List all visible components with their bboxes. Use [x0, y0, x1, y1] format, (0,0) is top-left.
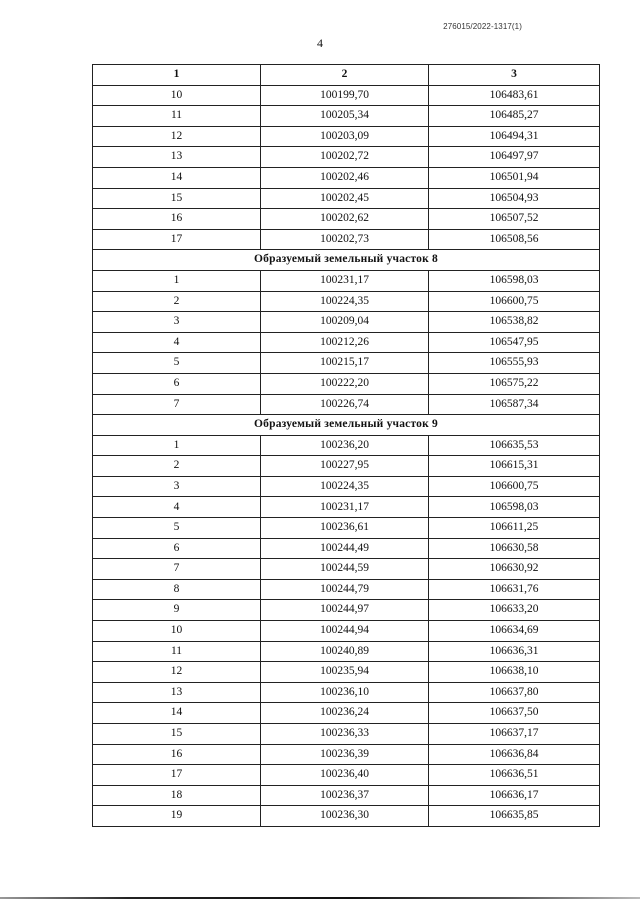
coordinate-x-cell: 100202,45	[261, 188, 429, 209]
coordinate-y-cell: 106630,92	[429, 559, 600, 580]
point-number-cell: 5	[93, 353, 261, 374]
coordinate-x-cell: 100244,49	[261, 538, 429, 559]
point-number-cell: 16	[93, 744, 261, 765]
coordinate-x-cell: 100244,79	[261, 579, 429, 600]
coordinate-y-cell: 106635,85	[429, 806, 600, 827]
point-number-cell: 15	[93, 724, 261, 745]
table-row	[93, 765, 600, 786]
section-title: Образуемый земельный участок 8	[93, 250, 600, 271]
point-number-cell: 10	[93, 85, 261, 106]
coordinate-x-cell: 100236,40	[261, 765, 429, 786]
coordinate-y-cell: 106615,31	[429, 456, 600, 477]
coordinate-y-cell: 106637,50	[429, 703, 600, 724]
section-title: Образуемый земельный участок 9	[93, 415, 600, 436]
coordinate-x-cell: 100236,37	[261, 785, 429, 806]
coordinate-y-cell: 106598,03	[429, 497, 600, 518]
coordinate-y-cell: 106611,25	[429, 518, 600, 539]
point-number-cell: 13	[93, 682, 261, 703]
coordinate-x-cell: 100209,04	[261, 312, 429, 333]
coordinate-y-cell: 106497,97	[429, 147, 600, 168]
coordinate-y-cell: 106638,10	[429, 662, 600, 683]
table-row	[93, 229, 600, 250]
coordinate-x-cell: 100244,97	[261, 600, 429, 621]
coordinate-x-cell: 100202,46	[261, 167, 429, 188]
table-row	[93, 126, 600, 147]
table-row	[93, 682, 600, 703]
coordinate-y-cell: 106587,34	[429, 394, 600, 415]
coordinate-x-cell: 100236,61	[261, 518, 429, 539]
point-number-cell: 8	[93, 579, 261, 600]
table-row	[93, 147, 600, 168]
point-number-cell: 9	[93, 600, 261, 621]
table-row	[93, 497, 600, 518]
point-number-cell: 19	[93, 806, 261, 827]
point-number-cell: 2	[93, 456, 261, 477]
coordinates-table	[92, 64, 600, 827]
table-row	[93, 312, 600, 333]
coordinate-x-cell: 100212,26	[261, 332, 429, 353]
table-row	[93, 394, 600, 415]
point-number-cell: 15	[93, 188, 261, 209]
table-header-row	[93, 65, 600, 86]
coordinate-y-cell: 106598,03	[429, 270, 600, 291]
coordinate-x-cell: 100231,17	[261, 270, 429, 291]
coordinate-x-cell: 100244,59	[261, 559, 429, 580]
point-number-cell: 4	[93, 497, 261, 518]
coordinate-x-cell: 100240,89	[261, 641, 429, 662]
point-number-cell: 17	[93, 765, 261, 786]
table-row	[93, 538, 600, 559]
scan-edge-line	[0, 897, 640, 899]
table-row	[93, 476, 600, 497]
point-number-cell: 7	[93, 394, 261, 415]
coordinate-x-cell: 100224,35	[261, 291, 429, 312]
coordinate-y-cell: 106507,52	[429, 209, 600, 230]
table-row	[93, 373, 600, 394]
coordinate-y-cell: 106538,82	[429, 312, 600, 333]
coordinate-y-cell: 106501,94	[429, 167, 600, 188]
coordinate-x-cell: 100202,72	[261, 147, 429, 168]
point-number-cell: 12	[93, 662, 261, 683]
point-number-cell: 10	[93, 621, 261, 642]
point-number-cell: 4	[93, 332, 261, 353]
point-number-cell: 11	[93, 641, 261, 662]
table-row	[93, 188, 600, 209]
coordinate-y-cell: 106547,95	[429, 332, 600, 353]
point-number-cell: 1	[93, 435, 261, 456]
table-row	[93, 744, 600, 765]
coordinate-y-cell: 106483,61	[429, 85, 600, 106]
table-row	[93, 559, 600, 580]
table-body	[93, 85, 600, 826]
point-number-cell: 2	[93, 291, 261, 312]
table-row	[93, 662, 600, 683]
point-number-cell: 3	[93, 312, 261, 333]
coordinate-y-cell: 106494,31	[429, 126, 600, 147]
point-number-cell: 13	[93, 147, 261, 168]
coordinate-y-cell: 106634,69	[429, 621, 600, 642]
column-header: 3	[429, 65, 600, 86]
coordinate-y-cell: 106600,75	[429, 291, 600, 312]
coordinate-x-cell: 100236,20	[261, 435, 429, 456]
coordinate-y-cell: 106630,58	[429, 538, 600, 559]
coordinate-y-cell: 106636,51	[429, 765, 600, 786]
table-row	[93, 703, 600, 724]
point-number-cell: 3	[93, 476, 261, 497]
point-number-cell: 16	[93, 209, 261, 230]
coordinate-y-cell: 106555,93	[429, 353, 600, 374]
coordinate-y-cell: 106636,17	[429, 785, 600, 806]
coordinate-y-cell: 106636,84	[429, 744, 600, 765]
coordinate-x-cell: 100202,73	[261, 229, 429, 250]
coordinate-x-cell: 100236,24	[261, 703, 429, 724]
point-number-cell: 6	[93, 538, 261, 559]
coordinate-x-cell: 100236,33	[261, 724, 429, 745]
coordinate-x-cell: 100224,35	[261, 476, 429, 497]
coordinate-y-cell: 106633,20	[429, 600, 600, 621]
table-row	[93, 621, 600, 642]
table-row	[93, 456, 600, 477]
table-row	[93, 332, 600, 353]
coordinate-x-cell: 100215,17	[261, 353, 429, 374]
table-row	[93, 724, 600, 745]
coordinate-x-cell: 100222,20	[261, 373, 429, 394]
table-row	[93, 518, 600, 539]
coordinate-y-cell: 106635,53	[429, 435, 600, 456]
table-row	[93, 167, 600, 188]
coordinate-y-cell: 106631,76	[429, 579, 600, 600]
coordinate-x-cell: 100202,62	[261, 209, 429, 230]
coordinate-x-cell: 100236,30	[261, 806, 429, 827]
table-row	[93, 85, 600, 106]
coordinate-x-cell: 100244,94	[261, 621, 429, 642]
table-row	[93, 291, 600, 312]
coordinate-y-cell: 106575,22	[429, 373, 600, 394]
point-number-cell: 7	[93, 559, 261, 580]
page-number: 4	[317, 36, 323, 50]
coordinate-y-cell: 106636,31	[429, 641, 600, 662]
coordinate-y-cell: 106508,56	[429, 229, 600, 250]
column-header: 1	[93, 65, 261, 86]
section-header-row	[93, 415, 600, 436]
coordinate-x-cell: 100231,17	[261, 497, 429, 518]
point-number-cell: 5	[93, 518, 261, 539]
point-number-cell: 11	[93, 106, 261, 127]
column-header: 2	[261, 65, 429, 86]
table-row	[93, 353, 600, 374]
coordinate-x-cell: 100235,94	[261, 662, 429, 683]
coordinate-x-cell: 100227,95	[261, 456, 429, 477]
table-row	[93, 600, 600, 621]
point-number-cell: 12	[93, 126, 261, 147]
section-header-row	[93, 250, 600, 271]
coordinate-y-cell: 106485,27	[429, 106, 600, 127]
point-number-cell: 18	[93, 785, 261, 806]
table-row	[93, 579, 600, 600]
point-number-cell: 14	[93, 703, 261, 724]
table-row	[93, 806, 600, 827]
coordinate-x-cell: 100203,09	[261, 126, 429, 147]
coordinate-x-cell: 100199,70	[261, 85, 429, 106]
document-id: 276015/2022-1317(1)	[443, 22, 522, 31]
coordinate-x-cell: 100205,34	[261, 106, 429, 127]
table-row	[93, 785, 600, 806]
coordinate-x-cell: 100226,74	[261, 394, 429, 415]
coordinate-y-cell: 106600,75	[429, 476, 600, 497]
point-number-cell: 1	[93, 270, 261, 291]
table-row	[93, 270, 600, 291]
point-number-cell: 17	[93, 229, 261, 250]
point-number-cell: 6	[93, 373, 261, 394]
coordinate-x-cell: 100236,10	[261, 682, 429, 703]
table-row	[93, 435, 600, 456]
table-row	[93, 106, 600, 127]
table-row	[93, 641, 600, 662]
table-row	[93, 209, 600, 230]
coordinate-x-cell: 100236,39	[261, 744, 429, 765]
coordinate-y-cell: 106637,80	[429, 682, 600, 703]
coordinate-y-cell: 106504,93	[429, 188, 600, 209]
coordinate-y-cell: 106637,17	[429, 724, 600, 745]
point-number-cell: 14	[93, 167, 261, 188]
